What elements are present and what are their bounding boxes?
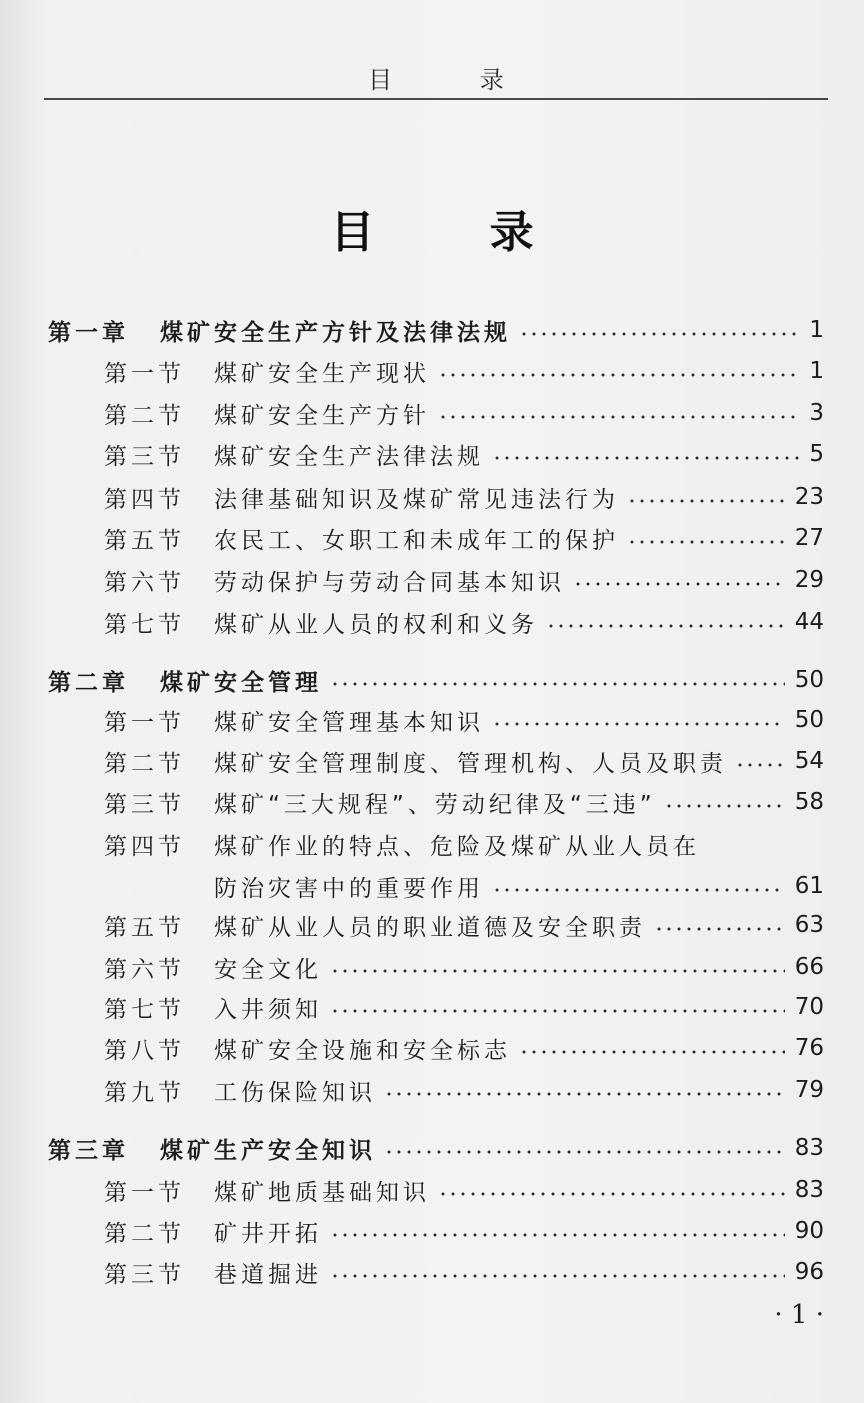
toc-entry-page: 63 <box>794 912 824 938</box>
toc-section-row <box>0 602 864 642</box>
toc-dot-leader <box>546 624 785 628</box>
toc-section-row <box>0 824 864 864</box>
toc-entry-title: 煤矿生产安全知识 <box>160 1137 376 1164</box>
toc-dot-leader <box>492 888 785 892</box>
toc-entry-page: 29 <box>794 567 824 593</box>
toc-section-row <box>0 947 864 987</box>
toc-entry-label: 第三节 <box>104 443 185 470</box>
toc-entry-label: 第二节 <box>104 402 185 429</box>
toc-entry-page: 79 <box>794 1077 824 1103</box>
toc-entry-page: 50 <box>794 707 824 733</box>
toc-dot-leader <box>735 763 785 767</box>
toc-section-row <box>0 1170 864 1210</box>
toc-entry-page: 83 <box>794 1135 824 1161</box>
toc-entry-title: 巷道掘进 <box>214 1261 322 1288</box>
toc-title: 目 录 <box>330 207 584 258</box>
toc-entry-label: 第四节 <box>104 486 185 513</box>
toc-entry-label: 第三节 <box>104 791 185 818</box>
toc-dot-leader <box>664 804 785 808</box>
toc-dot-leader <box>492 456 799 460</box>
toc-entry-page: 50 <box>794 667 824 693</box>
toc-entry-page: 44 <box>794 609 824 635</box>
toc-dot-leader <box>519 332 799 336</box>
toc-dot-leader <box>438 415 799 419</box>
toc-entry-label: 第九节 <box>104 1079 185 1106</box>
toc-entry-label: 第二节 <box>104 750 185 777</box>
toc-entry-title: 安全文化 <box>214 956 322 983</box>
toc-section-row <box>0 782 864 822</box>
toc-entry-title: 工伤保险知识 <box>214 1079 376 1106</box>
toc-entry-page: 5 <box>809 441 824 467</box>
toc-section-row <box>0 866 864 906</box>
toc-entry-title: 煤矿安全生产现状 <box>214 360 430 387</box>
toc-entry-title: 煤矿安全管理制度、管理机构、人员及职责 <box>214 750 727 777</box>
toc-entry-page: 23 <box>794 484 824 510</box>
toc-entry-label: 第一节 <box>104 709 185 736</box>
toc-entry-page: 66 <box>794 954 824 980</box>
toc-dot-leader <box>519 1050 785 1054</box>
toc-section-row <box>0 987 864 1027</box>
toc-section-row <box>0 434 864 474</box>
toc-entry-label: 第八节 <box>104 1037 185 1064</box>
toc-section-row <box>0 560 864 600</box>
toc-entry-label: 第七节 <box>104 996 185 1023</box>
toc-section-row <box>0 1028 864 1068</box>
toc-section-row <box>0 741 864 781</box>
toc-entry-label: 第七节 <box>104 611 185 638</box>
toc-entry-title: 劳动保护与劳动合同基本知识 <box>214 569 565 596</box>
toc-entry-title: 入井须知 <box>214 996 322 1023</box>
toc-entry-label: 第二节 <box>104 1220 185 1247</box>
toc-section-row <box>0 518 864 558</box>
running-head-text: 目 录 <box>368 66 544 94</box>
toc-entry-title: 煤矿从业人员的职业道德及安全职责 <box>214 914 646 941</box>
toc-entry-label: 第三节 <box>104 1261 185 1288</box>
toc-section-row <box>0 393 864 433</box>
toc-dot-leader <box>438 373 799 377</box>
toc-entry-label: 第四节 <box>104 833 185 860</box>
toc-entry-page: 76 <box>794 1035 824 1061</box>
toc-dot-leader <box>492 722 785 726</box>
toc-dot-leader <box>330 1233 785 1237</box>
toc-dot-leader <box>330 682 785 686</box>
toc-entry-title: 煤矿安全生产方针 <box>214 402 430 429</box>
toc-entry-page: 1 <box>809 317 824 343</box>
toc-dot-leader <box>330 1009 785 1013</box>
toc-entry-title: 防治灾害中的重要作用 <box>214 875 484 902</box>
toc-section-row <box>0 1252 864 1292</box>
toc-dot-leader <box>384 1092 785 1096</box>
toc-entry-title: 煤矿“三大规程”、劳动纪律及“三违” <box>214 791 656 818</box>
toc-entry-page: 3 <box>809 400 824 426</box>
toc-entry-label: 第三章 <box>48 1137 129 1164</box>
toc-entry-page: 96 <box>794 1259 824 1285</box>
toc-entry-page: 27 <box>794 525 824 551</box>
toc-entry-title: 煤矿作业的特点、危险及煤矿从业人员在 <box>214 833 700 860</box>
toc-dot-leader <box>627 499 785 503</box>
toc-entry-title: 煤矿安全管理 <box>160 669 322 696</box>
toc-dot-leader <box>330 1274 785 1278</box>
toc-entry-page: 54 <box>794 748 824 774</box>
toc-section-row <box>0 1211 864 1251</box>
toc-dot-leader <box>654 927 785 931</box>
toc-section-row <box>0 905 864 945</box>
toc-chapter-row <box>0 1128 864 1168</box>
toc-entry-label: 第一节 <box>104 360 185 387</box>
toc-section-row <box>0 1070 864 1110</box>
toc-entry-title: 煤矿地质基础知识 <box>214 1179 430 1206</box>
toc-entry-title: 煤矿安全生产法律法规 <box>214 443 484 470</box>
toc-section-row <box>0 351 864 391</box>
toc-entry-title: 煤矿从业人员的权利和义务 <box>214 611 538 638</box>
toc-dot-leader <box>573 582 785 586</box>
toc-entry-title: 煤矿安全管理基本知识 <box>214 709 484 736</box>
toc-entry-title: 法律基础知识及煤矿常见违法行为 <box>214 486 619 513</box>
toc-entry-page: 61 <box>794 873 824 899</box>
toc-entry-label: 第六节 <box>104 569 185 596</box>
toc-entry-page: 83 <box>794 1177 824 1203</box>
running-head <box>44 58 828 100</box>
toc-entry-page: 58 <box>794 789 824 815</box>
toc-entry-title: 煤矿安全设施和安全标志 <box>214 1037 511 1064</box>
page-number-folio: · 1 · <box>774 1300 824 1330</box>
toc-entry-label: 第六节 <box>104 956 185 983</box>
toc-entry-label: 第五节 <box>104 527 185 554</box>
toc-entry-page: 90 <box>794 1218 824 1244</box>
toc-chapter-row <box>0 310 864 350</box>
toc-entry-page: 70 <box>794 994 824 1020</box>
toc-dot-leader <box>384 1150 785 1154</box>
toc-entry-label: 第一章 <box>48 319 129 346</box>
toc-section-row <box>0 477 864 517</box>
toc-entry-title: 农民工、女职工和未成年工的保护 <box>214 527 619 554</box>
toc-entry-label: 第二章 <box>48 669 129 696</box>
toc-entry-title: 煤矿安全生产方针及法律法规 <box>160 319 511 346</box>
toc-chapter-row <box>0 660 864 700</box>
toc-entry-label: 第一节 <box>104 1179 185 1206</box>
toc-section-row <box>0 700 864 740</box>
toc-dot-leader <box>438 1192 785 1196</box>
toc-entry-page: 1 <box>809 358 824 384</box>
toc-dot-leader <box>627 540 785 544</box>
toc-entry-label: 第五节 <box>104 914 185 941</box>
toc-entry-title: 矿井开拓 <box>214 1220 322 1247</box>
toc-dot-leader <box>330 969 785 973</box>
